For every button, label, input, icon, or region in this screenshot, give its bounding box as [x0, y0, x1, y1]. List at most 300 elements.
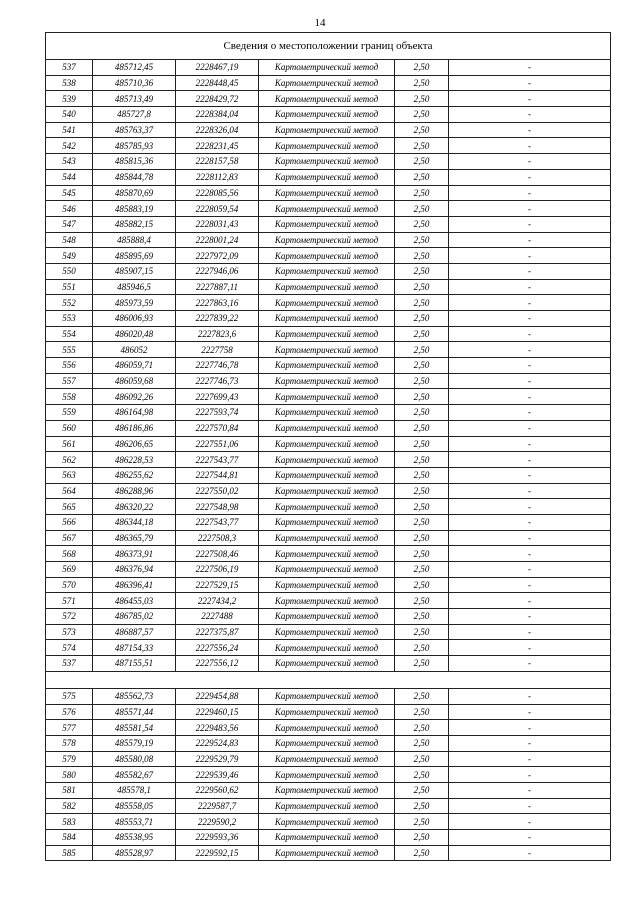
y-coordinate: 2227758	[176, 342, 259, 358]
method-cell: Картометрический метод	[259, 546, 395, 562]
error-cell: 2,50	[395, 373, 449, 389]
note-cell: -	[449, 720, 611, 736]
x-coordinate: 486206,65	[93, 436, 176, 452]
method-cell: Картометрический метод	[259, 814, 395, 830]
x-coordinate: 485907,15	[93, 263, 176, 279]
error-cell: 2,50	[395, 562, 449, 578]
point-number: 574	[46, 640, 93, 656]
y-coordinate: 2229539,46	[176, 767, 259, 783]
point-number: 568	[46, 546, 93, 562]
point-number: 538	[46, 75, 93, 91]
point-number: 575	[46, 688, 93, 704]
note-cell: -	[449, 798, 611, 814]
note-cell: -	[449, 546, 611, 562]
page-number: 14	[314, 17, 326, 29]
method-cell: Картометрический метод	[259, 373, 395, 389]
method-cell: Картометрический метод	[259, 751, 395, 767]
method-cell: Картометрический метод	[259, 656, 395, 672]
x-coordinate: 485578,1	[93, 782, 176, 798]
error-cell: 2,50	[395, 624, 449, 640]
table-row	[46, 483, 611, 499]
table-row	[46, 530, 611, 546]
y-coordinate: 2227556,12	[176, 656, 259, 672]
table-row	[46, 138, 611, 154]
note-cell: -	[449, 782, 611, 798]
method-cell: Картометрический метод	[259, 483, 395, 499]
error-cell: 2,50	[395, 75, 449, 91]
y-coordinate: 2227972,09	[176, 248, 259, 264]
x-coordinate: 485844,78	[93, 169, 176, 185]
table-row	[46, 263, 611, 279]
y-coordinate: 2228085,56	[176, 185, 259, 201]
coordinates-sheet	[45, 32, 610, 861]
x-coordinate: 485553,71	[93, 814, 176, 830]
x-coordinate: 485727,8	[93, 107, 176, 123]
point-number: 551	[46, 279, 93, 295]
error-cell: 2,50	[395, 782, 449, 798]
y-coordinate: 2229460,15	[176, 704, 259, 720]
y-coordinate: 2227746,78	[176, 358, 259, 374]
note-cell: -	[449, 562, 611, 578]
table-row	[46, 107, 611, 123]
y-coordinate: 2227946,06	[176, 263, 259, 279]
error-cell: 2,50	[395, 656, 449, 672]
note-cell: -	[449, 279, 611, 295]
note-cell: -	[449, 609, 611, 625]
method-cell: Картометрический метод	[259, 420, 395, 436]
note-cell: -	[449, 122, 611, 138]
note-cell: -	[449, 735, 611, 751]
method-cell: Картометрический метод	[259, 530, 395, 546]
error-cell: 2,50	[395, 767, 449, 783]
table-row	[46, 830, 611, 846]
table-row	[46, 814, 611, 830]
point-number: 560	[46, 420, 93, 436]
table-row	[46, 91, 611, 107]
method-cell: Картометрический метод	[259, 830, 395, 846]
table-row	[46, 798, 611, 814]
y-coordinate: 2228467,19	[176, 60, 259, 76]
method-cell: Картометрический метод	[259, 279, 395, 295]
y-coordinate: 2227544,81	[176, 467, 259, 483]
table-row	[46, 546, 611, 562]
x-coordinate: 485528,97	[93, 845, 176, 861]
note-cell: -	[449, 185, 611, 201]
y-coordinate: 2227550,02	[176, 483, 259, 499]
x-coordinate: 486344,18	[93, 514, 176, 530]
table-row	[46, 562, 611, 578]
error-cell: 2,50	[395, 405, 449, 421]
table-row	[46, 216, 611, 232]
y-coordinate: 2227543,77	[176, 452, 259, 468]
x-coordinate: 485538,95	[93, 830, 176, 846]
table-row	[46, 405, 611, 421]
note-cell: -	[449, 201, 611, 217]
table-row	[46, 169, 611, 185]
y-coordinate: 2229560,62	[176, 782, 259, 798]
method-cell: Картометрический метод	[259, 467, 395, 483]
point-number: 558	[46, 389, 93, 405]
x-coordinate: 485946,5	[93, 279, 176, 295]
method-cell: Картометрический метод	[259, 185, 395, 201]
table-row	[46, 75, 611, 91]
y-coordinate: 2227556,24	[176, 640, 259, 656]
error-cell: 2,50	[395, 138, 449, 154]
note-cell: -	[449, 295, 611, 311]
x-coordinate: 485888,4	[93, 232, 176, 248]
method-cell: Картометрический метод	[259, 593, 395, 609]
point-number: 573	[46, 624, 93, 640]
x-coordinate: 486228,53	[93, 452, 176, 468]
x-coordinate: 486887,57	[93, 624, 176, 640]
method-cell: Картометрический метод	[259, 704, 395, 720]
note-cell: -	[449, 514, 611, 530]
note-cell: -	[449, 593, 611, 609]
y-coordinate: 2229483,56	[176, 720, 259, 736]
point-number: 552	[46, 295, 93, 311]
y-coordinate: 2227823,6	[176, 326, 259, 342]
error-cell: 2,50	[395, 467, 449, 483]
y-coordinate: 2229593,36	[176, 830, 259, 846]
x-coordinate: 486288,96	[93, 483, 176, 499]
y-coordinate: 2227488	[176, 609, 259, 625]
table-row	[46, 514, 611, 530]
error-cell: 2,50	[395, 169, 449, 185]
table-row	[46, 60, 611, 76]
y-coordinate: 2228429,72	[176, 91, 259, 107]
table-row	[46, 436, 611, 452]
x-coordinate: 485710,36	[93, 75, 176, 91]
x-coordinate: 485571,44	[93, 704, 176, 720]
table-row	[46, 358, 611, 374]
point-number: 555	[46, 342, 93, 358]
error-cell: 2,50	[395, 735, 449, 751]
y-coordinate: 2229590,2	[176, 814, 259, 830]
x-coordinate: 485785,93	[93, 138, 176, 154]
point-number: 579	[46, 751, 93, 767]
method-cell: Картометрический метод	[259, 60, 395, 76]
table-row	[46, 782, 611, 798]
x-coordinate: 486785,02	[93, 609, 176, 625]
x-coordinate: 486186,86	[93, 420, 176, 436]
method-cell: Картометрический метод	[259, 452, 395, 468]
table-row	[46, 248, 611, 264]
error-cell: 2,50	[395, 122, 449, 138]
error-cell: 2,50	[395, 311, 449, 327]
note-cell: -	[449, 656, 611, 672]
table-row	[46, 232, 611, 248]
point-number: 571	[46, 593, 93, 609]
y-coordinate: 2229587,7	[176, 798, 259, 814]
note-cell: -	[449, 640, 611, 656]
error-cell: 2,50	[395, 688, 449, 704]
error-cell: 2,50	[395, 499, 449, 515]
note-cell: -	[449, 60, 611, 76]
point-number: 565	[46, 499, 93, 515]
table-row	[46, 640, 611, 656]
x-coordinate: 485882,15	[93, 216, 176, 232]
error-cell: 2,50	[395, 201, 449, 217]
error-cell: 2,50	[395, 704, 449, 720]
method-cell: Картометрический метод	[259, 91, 395, 107]
method-cell: Картометрический метод	[259, 782, 395, 798]
note-cell: -	[449, 830, 611, 846]
x-coordinate: 485558,05	[93, 798, 176, 814]
table-row	[46, 311, 611, 327]
y-coordinate: 2228001,24	[176, 232, 259, 248]
note-cell: -	[449, 624, 611, 640]
x-coordinate: 486006,93	[93, 311, 176, 327]
table-row	[46, 688, 611, 704]
error-cell: 2,50	[395, 154, 449, 170]
point-number: 582	[46, 798, 93, 814]
table-row	[46, 767, 611, 783]
error-cell: 2,50	[395, 232, 449, 248]
method-cell: Картометрический метод	[259, 201, 395, 217]
note-cell: -	[449, 75, 611, 91]
x-coordinate: 486164,98	[93, 405, 176, 421]
point-number: 537	[46, 60, 93, 76]
method-cell: Картометрический метод	[259, 216, 395, 232]
point-number: 548	[46, 232, 93, 248]
method-cell: Картометрический метод	[259, 405, 395, 421]
table-row	[46, 704, 611, 720]
table-row	[46, 154, 611, 170]
point-number: 556	[46, 358, 93, 374]
x-coordinate: 485712,45	[93, 60, 176, 76]
table-title: Сведения о местоположении границ объекта	[46, 33, 611, 60]
error-cell: 2,50	[395, 358, 449, 374]
point-number: 557	[46, 373, 93, 389]
boundary-coordinates-table	[45, 32, 611, 861]
x-coordinate: 486052	[93, 342, 176, 358]
method-cell: Картометрический метод	[259, 767, 395, 783]
point-number: 547	[46, 216, 93, 232]
error-cell: 2,50	[395, 514, 449, 530]
method-cell: Картометрический метод	[259, 640, 395, 656]
error-cell: 2,50	[395, 389, 449, 405]
y-coordinate: 2227375,87	[176, 624, 259, 640]
y-coordinate: 2229454,88	[176, 688, 259, 704]
point-number: 564	[46, 483, 93, 499]
y-coordinate: 2227543,77	[176, 514, 259, 530]
x-coordinate: 486059,71	[93, 358, 176, 374]
table-row	[46, 720, 611, 736]
error-cell: 2,50	[395, 263, 449, 279]
y-coordinate: 2228384,04	[176, 107, 259, 123]
x-coordinate: 487155,51	[93, 656, 176, 672]
method-cell: Картометрический метод	[259, 499, 395, 515]
table-row	[46, 624, 611, 640]
note-cell: -	[449, 154, 611, 170]
y-coordinate: 2228031,43	[176, 216, 259, 232]
point-number: 561	[46, 436, 93, 452]
error-cell: 2,50	[395, 546, 449, 562]
separator-cell	[46, 671, 611, 688]
point-number: 578	[46, 735, 93, 751]
table-row	[46, 185, 611, 201]
method-cell: Картометрический метод	[259, 75, 395, 91]
note-cell: -	[449, 342, 611, 358]
table-row	[46, 452, 611, 468]
error-cell: 2,50	[395, 452, 449, 468]
separator-row	[46, 671, 611, 688]
error-cell: 2,50	[395, 798, 449, 814]
x-coordinate: 486255,62	[93, 467, 176, 483]
x-coordinate: 485973,59	[93, 295, 176, 311]
x-coordinate: 486373,91	[93, 546, 176, 562]
note-cell: -	[449, 91, 611, 107]
point-number: 570	[46, 577, 93, 593]
note-cell: -	[449, 326, 611, 342]
method-cell: Картометрический метод	[259, 263, 395, 279]
x-coordinate: 485763,37	[93, 122, 176, 138]
point-number: 569	[46, 562, 93, 578]
note-cell: -	[449, 107, 611, 123]
method-cell: Картометрический метод	[259, 248, 395, 264]
method-cell: Картометрический метод	[259, 169, 395, 185]
note-cell: -	[449, 467, 611, 483]
y-coordinate: 2227570,84	[176, 420, 259, 436]
note-cell: -	[449, 311, 611, 327]
method-cell: Картометрический метод	[259, 735, 395, 751]
table-row	[46, 201, 611, 217]
y-coordinate: 2227699,43	[176, 389, 259, 405]
note-cell: -	[449, 138, 611, 154]
note-cell: -	[449, 704, 611, 720]
x-coordinate: 486059,68	[93, 373, 176, 389]
table-row	[46, 593, 611, 609]
y-coordinate: 2227839,22	[176, 311, 259, 327]
error-cell: 2,50	[395, 60, 449, 76]
table-row	[46, 577, 611, 593]
error-cell: 2,50	[395, 91, 449, 107]
table-row	[46, 373, 611, 389]
error-cell: 2,50	[395, 845, 449, 861]
table-row	[46, 751, 611, 767]
y-coordinate: 2227863,16	[176, 295, 259, 311]
method-cell: Картометрический метод	[259, 720, 395, 736]
method-cell: Картометрический метод	[259, 122, 395, 138]
table-row	[46, 295, 611, 311]
error-cell: 2,50	[395, 279, 449, 295]
x-coordinate: 486396,41	[93, 577, 176, 593]
method-cell: Картометрический метод	[259, 562, 395, 578]
y-coordinate: 2229524,83	[176, 735, 259, 751]
error-cell: 2,50	[395, 326, 449, 342]
point-number: 543	[46, 154, 93, 170]
table-row	[46, 609, 611, 625]
y-coordinate: 2228326,04	[176, 122, 259, 138]
table-row	[46, 845, 611, 861]
point-number: 540	[46, 107, 93, 123]
error-cell: 2,50	[395, 483, 449, 499]
table-row	[46, 279, 611, 295]
point-number: 554	[46, 326, 93, 342]
note-cell: -	[449, 232, 611, 248]
x-coordinate: 485582,67	[93, 767, 176, 783]
table-row	[46, 499, 611, 515]
note-cell: -	[449, 420, 611, 436]
y-coordinate: 2227551,06	[176, 436, 259, 452]
point-number: 553	[46, 311, 93, 327]
point-number: 545	[46, 185, 93, 201]
y-coordinate: 2228112,83	[176, 169, 259, 185]
note-cell: -	[449, 169, 611, 185]
method-cell: Картометрический метод	[259, 326, 395, 342]
error-cell: 2,50	[395, 295, 449, 311]
note-cell: -	[449, 577, 611, 593]
x-coordinate: 485895,69	[93, 248, 176, 264]
point-number: 563	[46, 467, 93, 483]
method-cell: Картометрический метод	[259, 609, 395, 625]
x-coordinate: 485581,54	[93, 720, 176, 736]
method-cell: Картометрический метод	[259, 514, 395, 530]
x-coordinate: 486092,26	[93, 389, 176, 405]
point-number: 539	[46, 91, 93, 107]
method-cell: Картометрический метод	[259, 436, 395, 452]
x-coordinate: 485815,36	[93, 154, 176, 170]
error-cell: 2,50	[395, 814, 449, 830]
y-coordinate: 2227508,46	[176, 546, 259, 562]
method-cell: Картометрический метод	[259, 845, 395, 861]
x-coordinate: 486365,79	[93, 530, 176, 546]
y-coordinate: 2227548,98	[176, 499, 259, 515]
method-cell: Картометрический метод	[259, 688, 395, 704]
error-cell: 2,50	[395, 830, 449, 846]
note-cell: -	[449, 373, 611, 389]
table-row	[46, 656, 611, 672]
note-cell: -	[449, 452, 611, 468]
note-cell: -	[449, 499, 611, 515]
method-cell: Картометрический метод	[259, 624, 395, 640]
point-number: 583	[46, 814, 93, 830]
error-cell: 2,50	[395, 436, 449, 452]
method-cell: Картометрический метод	[259, 342, 395, 358]
x-coordinate: 485870,69	[93, 185, 176, 201]
error-cell: 2,50	[395, 720, 449, 736]
point-number: 585	[46, 845, 93, 861]
y-coordinate: 2228231,45	[176, 138, 259, 154]
point-number: 576	[46, 704, 93, 720]
error-cell: 2,50	[395, 342, 449, 358]
method-cell: Картометрический метод	[259, 311, 395, 327]
point-number: 577	[46, 720, 93, 736]
table-row	[46, 326, 611, 342]
x-coordinate: 485562,73	[93, 688, 176, 704]
note-cell: -	[449, 405, 611, 421]
table-row	[46, 735, 611, 751]
error-cell: 2,50	[395, 609, 449, 625]
point-number: 541	[46, 122, 93, 138]
note-cell: -	[449, 751, 611, 767]
point-number: 562	[46, 452, 93, 468]
y-coordinate: 2228448,45	[176, 75, 259, 91]
note-cell: -	[449, 436, 611, 452]
x-coordinate: 485579,19	[93, 735, 176, 751]
method-cell: Картометрический метод	[259, 358, 395, 374]
x-coordinate: 485883,19	[93, 201, 176, 217]
x-coordinate: 487154,33	[93, 640, 176, 656]
error-cell: 2,50	[395, 420, 449, 436]
error-cell: 2,50	[395, 216, 449, 232]
y-coordinate: 2227887,11	[176, 279, 259, 295]
method-cell: Картометрический метод	[259, 107, 395, 123]
y-coordinate: 2228157,58	[176, 154, 259, 170]
method-cell: Картометрический метод	[259, 138, 395, 154]
y-coordinate: 2227508,3	[176, 530, 259, 546]
y-coordinate: 2229592,15	[176, 845, 259, 861]
